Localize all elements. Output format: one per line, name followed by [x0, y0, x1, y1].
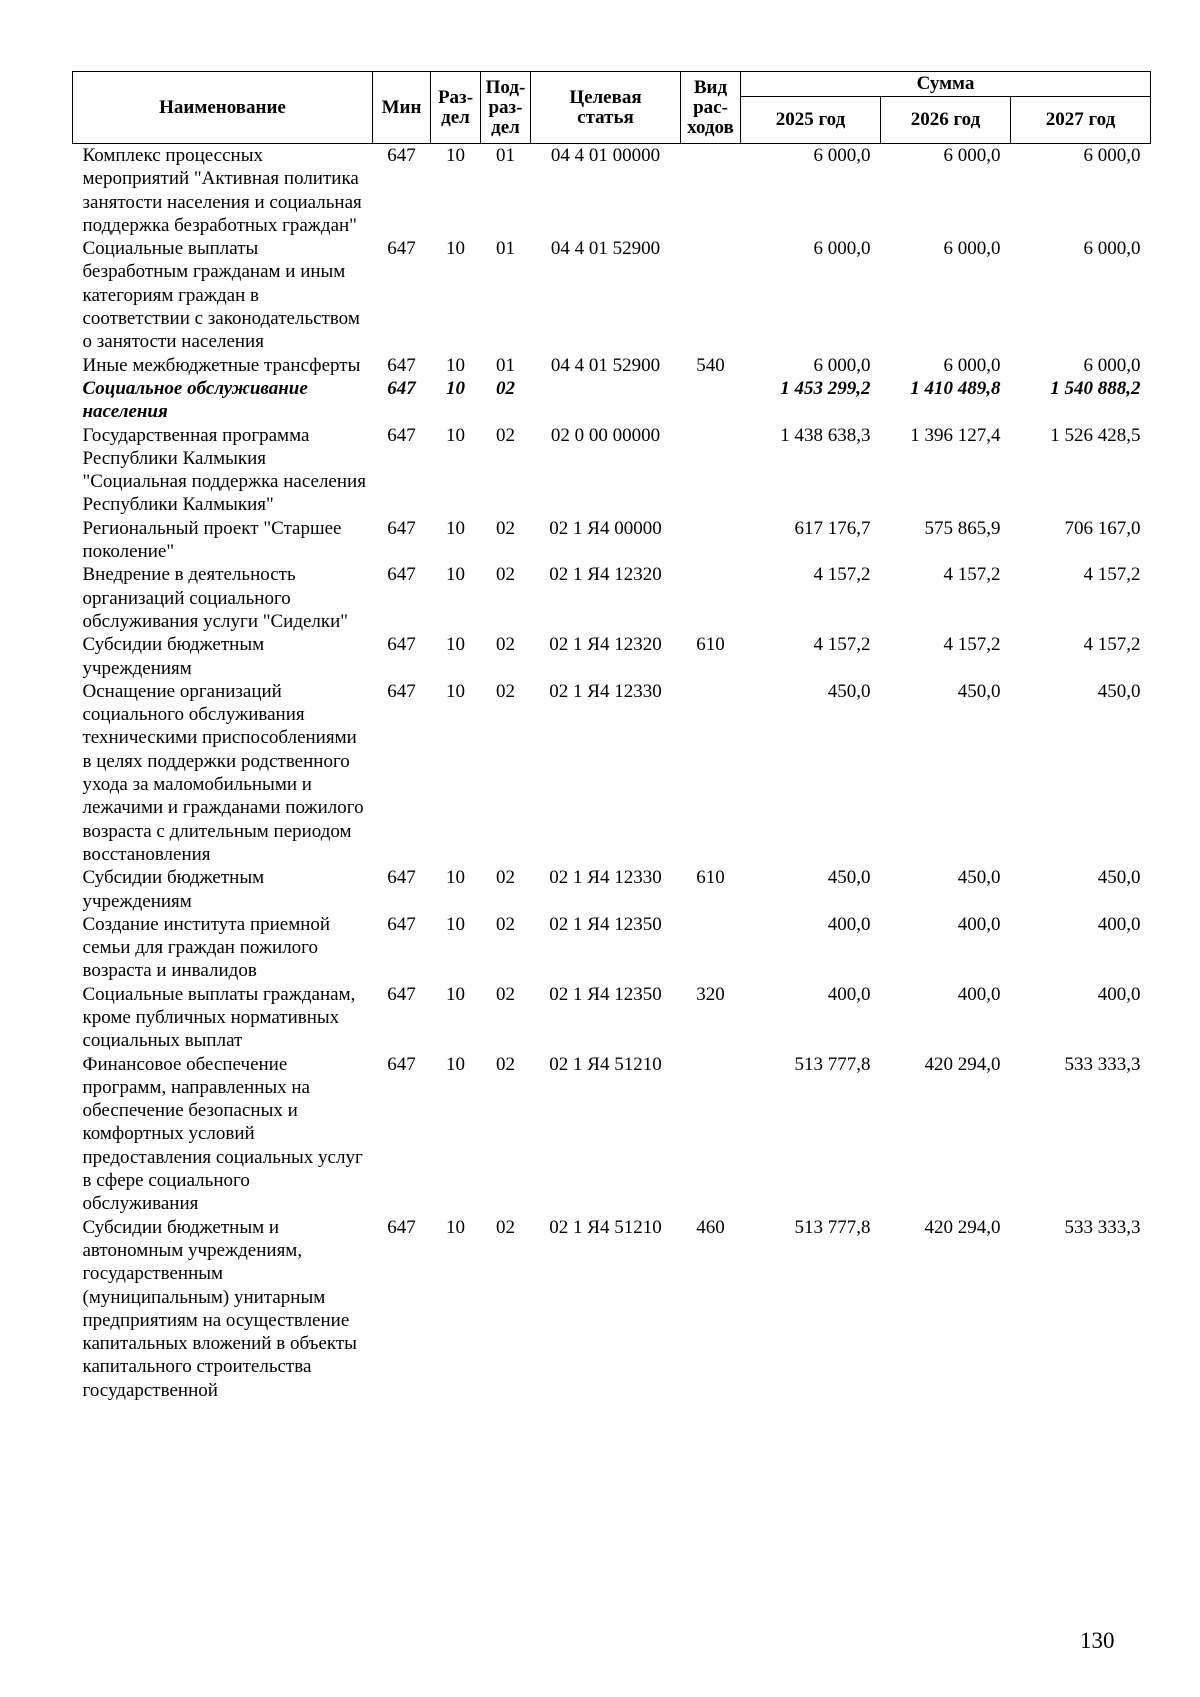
cell-vid-rashodov: [681, 517, 741, 564]
cell-name: Внедрение в деятельность организаций социального обслуживания услуги "Сиделки": [82, 564, 349, 632]
cell-razdel: 10: [446, 354, 465, 376]
cell-vid-rashodov: [681, 680, 741, 866]
cell-podrazdel: 02: [496, 634, 515, 656]
cell-vid-rashodov: 610: [696, 867, 725, 889]
cell-sum-2027: 450,0: [1097, 680, 1141, 702]
cell-vid-rashodov: [681, 424, 741, 517]
cell-celevaya-statya: 04 4 01 52900: [550, 238, 661, 260]
table-row: [73, 377, 1151, 424]
cell-podrazdel: 02: [496, 1053, 515, 1075]
cell-sum-2025: 450,0: [827, 867, 871, 889]
cell-min: 647: [387, 680, 416, 702]
cell-name: Государственная программа Республики Калмыкия "Социальная поддержка населения Республики Калмыкия": [82, 424, 366, 516]
cell-sum-2026: 420 294,0: [924, 1053, 1001, 1075]
cell-name: Оснащение организаций социального обслуживания техническими приспособлениями в целях поддержки родственного ухода за маломобильными и лежачими и гражданами пожилого возраста с длительным периодом восстановления: [82, 680, 364, 865]
cell-name: Социальное обслуживание населения: [82, 377, 308, 423]
cell-min: 647: [387, 1216, 416, 1238]
cell-vid-rashodov: 320: [696, 983, 725, 1005]
table-row: [73, 680, 1151, 866]
cell-sum-2026: 6 000,0: [943, 354, 1001, 376]
header-min: Мин: [373, 72, 431, 144]
cell-podrazdel: 02: [496, 424, 515, 446]
cell-podrazdel: 02: [496, 564, 515, 586]
cell-sum-2025: 6 000,0: [813, 145, 871, 166]
table-body: [73, 144, 1151, 1403]
cell-podrazdel: 02: [496, 377, 515, 399]
cell-podrazdel: 01: [496, 238, 515, 260]
cell-vid-rashodov: [681, 144, 741, 238]
cell-sum-2025: 6 000,0: [813, 238, 871, 260]
table-row: [73, 633, 1151, 680]
cell-min: 647: [387, 377, 416, 399]
cell-vid-rashodov: 460: [696, 1216, 725, 1238]
cell-sum-2026: 6 000,0: [943, 238, 1001, 260]
cell-podrazdel: 02: [496, 680, 515, 702]
cell-celevaya-statya: 02 1 Я4 12330: [549, 680, 662, 702]
cell-name: Социальные выплаты безработным гражданам и иным категориям граждан в соответствии с законодательством о занятости населения: [82, 238, 360, 353]
cell-sum-2026: 1 410 489,8: [910, 377, 1001, 399]
cell-podrazdel: 02: [496, 913, 515, 935]
cell-celevaya-statya: 04 4 01 00000: [550, 145, 661, 166]
cell-sum-2026: 400,0: [957, 913, 1001, 935]
cell-min: 647: [387, 1053, 416, 1075]
cell-vid-rashodov: [681, 913, 741, 983]
cell-razdel: 10: [446, 377, 465, 399]
page-number: 130: [1080, 1628, 1115, 1653]
header-year-2026: 2026 год: [881, 97, 1011, 144]
cell-celevaya-statya: 02 1 Я4 12320: [549, 634, 662, 656]
cell-sum-2027: 533 333,3: [1064, 1053, 1141, 1075]
table-row: [73, 424, 1151, 517]
cell-razdel: 10: [446, 145, 465, 166]
cell-razdel: 10: [446, 238, 465, 260]
cell-vid-rashodov: [681, 563, 741, 633]
table-row: [73, 913, 1151, 983]
cell-sum-2026: 450,0: [957, 867, 1001, 889]
cell-sum-2025: 450,0: [827, 680, 871, 702]
cell-razdel: 10: [446, 424, 465, 446]
cell-sum-2026: 400,0: [957, 983, 1001, 1005]
cell-podrazdel: 01: [496, 354, 515, 376]
budget-table-page: [72, 71, 1150, 1402]
cell-sum-2026: 575 865,9: [924, 517, 1001, 539]
header-year-2025: 2025 год: [741, 97, 881, 144]
cell-sum-2026: 4 157,2: [943, 634, 1001, 656]
cell-razdel: 10: [446, 634, 465, 656]
cell-sum-2027: 1 526 428,5: [1050, 424, 1141, 446]
cell-name: Социальные выплаты гражданам, кроме публичных нормативных социальных выплат: [82, 983, 356, 1052]
cell-sum-2027: 4 157,2: [1083, 634, 1141, 656]
cell-sum-2025: 513 777,8: [794, 1216, 871, 1238]
cell-min: 647: [387, 238, 416, 260]
table-row: [73, 983, 1151, 1053]
header-podrazdel: Под- раз- дел: [481, 72, 531, 144]
cell-sum-2027: 706 167,0: [1064, 517, 1141, 539]
cell-podrazdel: 02: [496, 517, 515, 539]
cell-vid-rashodov: [681, 1053, 741, 1216]
cell-sum-2027: 450,0: [1097, 867, 1141, 889]
cell-razdel: 10: [446, 517, 465, 539]
cell-name: Субсидии бюджетным учреждениям: [82, 867, 265, 912]
cell-min: 647: [387, 634, 416, 656]
cell-min: 647: [387, 564, 416, 586]
cell-sum-2027: 6 000,0: [1083, 354, 1141, 376]
cell-sum-2025: 4 157,2: [813, 634, 871, 656]
cell-sum-2026: 450,0: [957, 680, 1001, 702]
cell-sum-2025: 4 157,2: [813, 564, 871, 586]
table-row: [73, 237, 1151, 353]
cell-sum-2027: 4 157,2: [1083, 564, 1141, 586]
cell-name: Иные межбюджетные трансферты: [82, 354, 361, 376]
cell-vid-rashodov: 610: [696, 634, 725, 656]
cell-sum-2027: 400,0: [1097, 913, 1141, 935]
cell-min: 647: [387, 517, 416, 539]
header-summa: Сумма: [741, 72, 1151, 97]
cell-sum-2025: 617 176,7: [794, 517, 871, 539]
cell-min: 647: [387, 424, 416, 446]
cell-celevaya-statya: 02 1 Я4 12350: [549, 913, 662, 935]
cell-name: Создание института приемной семьи для граждан пожилого возраста и инвалидов: [82, 913, 331, 982]
cell-name: Субсидии бюджетным и автономным учреждениям, государственным (муниципальным) унитарным предприятиям на осуществление капитальных вложений в объекты капитального строительства государственной: [82, 1216, 357, 1401]
cell-sum-2025: 1 438 638,3: [780, 424, 871, 446]
cell-name: Комплекс процессных мероприятий "Активная политика занятости населения и социальная поддержка безработных граждан": [82, 145, 362, 236]
cell-razdel: 10: [446, 1216, 465, 1238]
header-razdel: Раз- дел: [431, 72, 481, 144]
table-row: [73, 866, 1151, 913]
cell-min: 647: [387, 913, 416, 935]
cell-name: Финансовое обеспечение программ, направленных на обеспечение безопасных и комфортных условий предоставления социальных услуг в сфере социального обслуживания: [82, 1053, 363, 1215]
budget-table: [72, 71, 1151, 1402]
cell-razdel: 10: [446, 913, 465, 935]
cell-min: 647: [387, 354, 416, 376]
table-row: [73, 1053, 1151, 1216]
cell-razdel: 10: [446, 564, 465, 586]
table-row: [73, 1216, 1151, 1402]
cell-vid-rashodov: [681, 237, 741, 353]
cell-min: 647: [387, 145, 416, 166]
cell-celevaya-statya: [531, 377, 681, 424]
cell-podrazdel: 02: [496, 1216, 515, 1238]
cell-sum-2026: 420 294,0: [924, 1216, 1001, 1238]
cell-sum-2025: 513 777,8: [794, 1053, 871, 1075]
cell-sum-2027: 6 000,0: [1083, 145, 1141, 166]
cell-razdel: 10: [446, 867, 465, 889]
cell-sum-2027: 1 540 888,2: [1050, 377, 1141, 399]
cell-min: 647: [387, 867, 416, 889]
table-header: [73, 72, 1151, 144]
cell-sum-2026: 4 157,2: [943, 564, 1001, 586]
table-row: [73, 517, 1151, 564]
cell-sum-2027: 533 333,3: [1064, 1216, 1141, 1238]
cell-podrazdel: 02: [496, 867, 515, 889]
header-vid-rashodov: Вид рас- ходов: [681, 72, 741, 144]
cell-sum-2025: 6 000,0: [813, 354, 871, 376]
cell-celevaya-statya: 02 1 Я4 12330: [549, 867, 662, 889]
cell-celevaya-statya: 02 1 Я4 51210: [549, 1053, 662, 1075]
header-year-2027: 2027 год: [1011, 97, 1151, 144]
header-name: Наименование: [73, 72, 373, 144]
cell-min: 647: [387, 983, 416, 1005]
table-row: [73, 354, 1151, 377]
cell-celevaya-statya: 02 1 Я4 51210: [549, 1216, 662, 1238]
table-row: [73, 144, 1151, 238]
cell-razdel: 10: [446, 1053, 465, 1075]
cell-sum-2025: 400,0: [827, 913, 871, 935]
cell-razdel: 10: [446, 983, 465, 1005]
cell-celevaya-statya: 02 1 Я4 12350: [549, 983, 662, 1005]
cell-sum-2026: 6 000,0: [943, 145, 1001, 166]
cell-podrazdel: 02: [496, 983, 515, 1005]
cell-name: Региональный проект "Старшее поколение": [82, 517, 342, 563]
cell-name: Субсидии бюджетным учреждениям: [82, 634, 265, 679]
header-celevaya-statya: Целевая статья: [531, 72, 681, 144]
cell-sum-2025: 400,0: [827, 983, 871, 1005]
cell-celevaya-statya: 02 1 Я4 00000: [549, 517, 662, 539]
cell-celevaya-statya: 02 0 00 00000: [550, 424, 661, 446]
cell-sum-2025: 1 453 299,2: [780, 377, 871, 399]
table-row: [73, 563, 1151, 633]
cell-celevaya-statya: 04 4 01 52900: [550, 354, 661, 376]
cell-vid-rashodov: [681, 377, 741, 424]
cell-sum-2026: 1 396 127,4: [910, 424, 1001, 446]
cell-sum-2027: 6 000,0: [1083, 238, 1141, 260]
cell-vid-rashodov: 540: [696, 354, 725, 376]
cell-celevaya-statya: 02 1 Я4 12320: [549, 564, 662, 586]
cell-razdel: 10: [446, 680, 465, 702]
cell-podrazdel: 01: [496, 145, 515, 166]
cell-sum-2027: 400,0: [1097, 983, 1141, 1005]
